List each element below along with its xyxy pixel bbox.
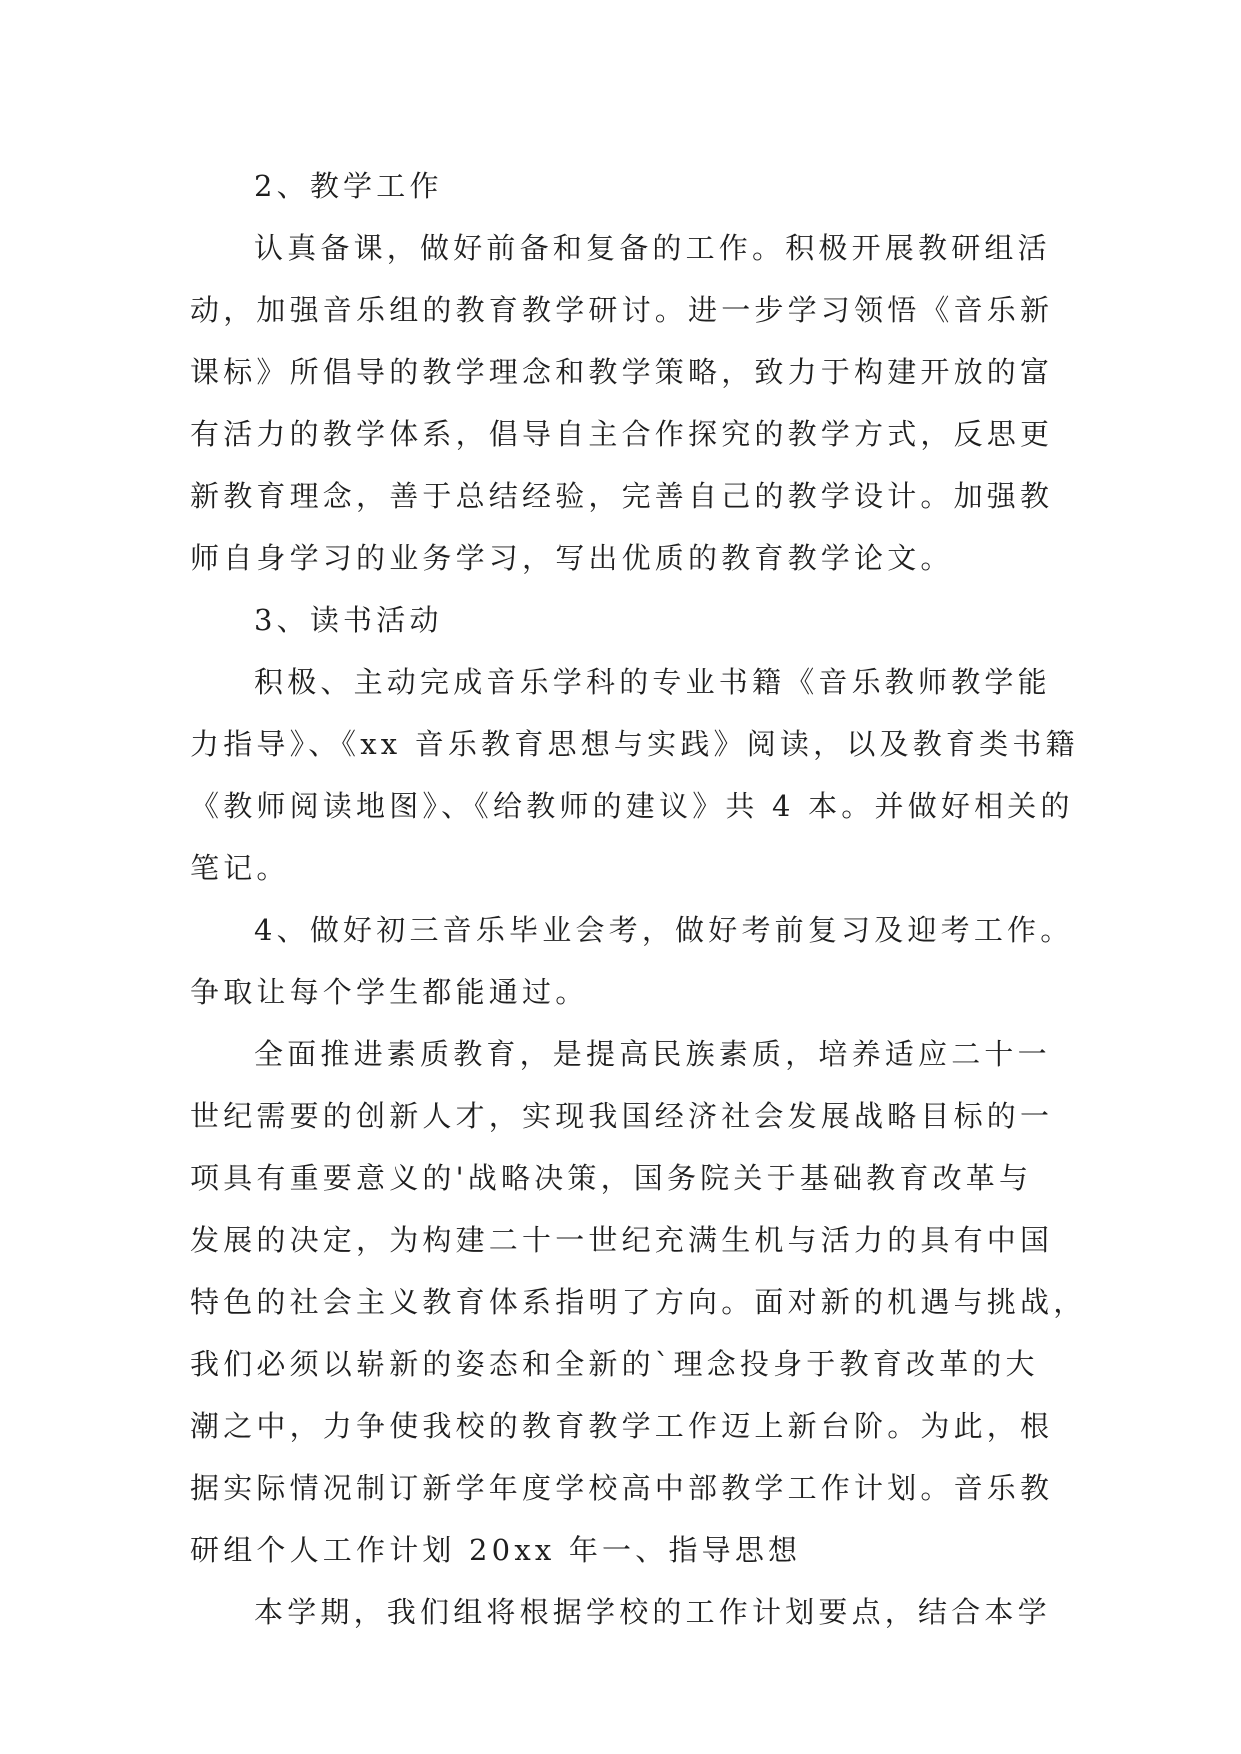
paragraph-line: 课标》所倡导的教学理念和教学策略，致力于构建开放的富: [190, 355, 1054, 389]
paragraph-line: 特色的社会主义教育体系指明了方向。面对新的机遇与挑战，: [190, 1285, 1087, 1319]
section-heading-teaching-work: 2、教学工作: [254, 169, 443, 203]
paragraph-line: 《教师阅读地图》、《给教师的建议》共 4 本。并做好相关的: [190, 789, 1074, 823]
document-body: [190, 155, 1087, 1643]
paragraph-line: 项具有重要意义的'战略决策，国务院关于基础教育改革与: [190, 1161, 1033, 1195]
paragraph-line: 力指导》、《xx 音乐教育思想与实践》阅读，以及教育类书籍: [190, 727, 1079, 761]
paragraph-line: 据实际情况制订新学年度学校高中部教学工作计划。音乐教: [190, 1471, 1054, 1505]
paragraph-line: 笔记。: [190, 851, 290, 885]
paragraph-line: 新教育理念，善于总结经验，完善自己的教学设计。加强教: [190, 479, 1054, 513]
paragraph-line: 认真备课，做好前备和复备的工作。积极开展教研组活: [254, 231, 1051, 265]
paragraph-line: 动，加强音乐组的教育教学研讨。进一步学习领悟《音乐新: [190, 293, 1054, 327]
paragraph-line: 积极、主动完成音乐学科的专业书籍《音乐教师教学能: [254, 665, 1051, 699]
paragraph-line: 我们必须以崭新的姿态和全新的`理念投身于教育改革的大: [190, 1347, 1039, 1381]
paragraph-line: 有活力的教学体系，倡导自主合作探究的教学方式，反思更: [190, 417, 1054, 451]
paragraph-line: 发展的决定，为构建二十一世纪充满生机与活力的具有中国: [190, 1223, 1054, 1257]
paragraph-line: 争取让每个学生都能通过。: [190, 975, 589, 1009]
paragraph-line: 潮之中，力争使我校的教育教学工作迈上新台阶。为此，根: [190, 1409, 1054, 1443]
paragraph-line: 全面推进素质教育，是提高民族素质，培养适应二十一: [254, 1037, 1051, 1071]
paragraph-line: 师自身学习的业务学习，写出优质的教育教学论文。: [190, 541, 954, 575]
paragraph-line: 世纪需要的创新人才，实现我国经济社会发展战略目标的一: [190, 1099, 1054, 1133]
paragraph-line: 4、做好初三音乐毕业会考，做好考前复习及迎考工作。: [254, 913, 1074, 947]
paragraph-line: 研组个人工作计划 20xx 年一、指导思想: [190, 1533, 802, 1567]
paragraph-line: 本学期，我们组将根据学校的工作计划要点，结合本学: [254, 1595, 1051, 1629]
section-heading-reading-activity: 3、读书活动: [254, 603, 443, 637]
